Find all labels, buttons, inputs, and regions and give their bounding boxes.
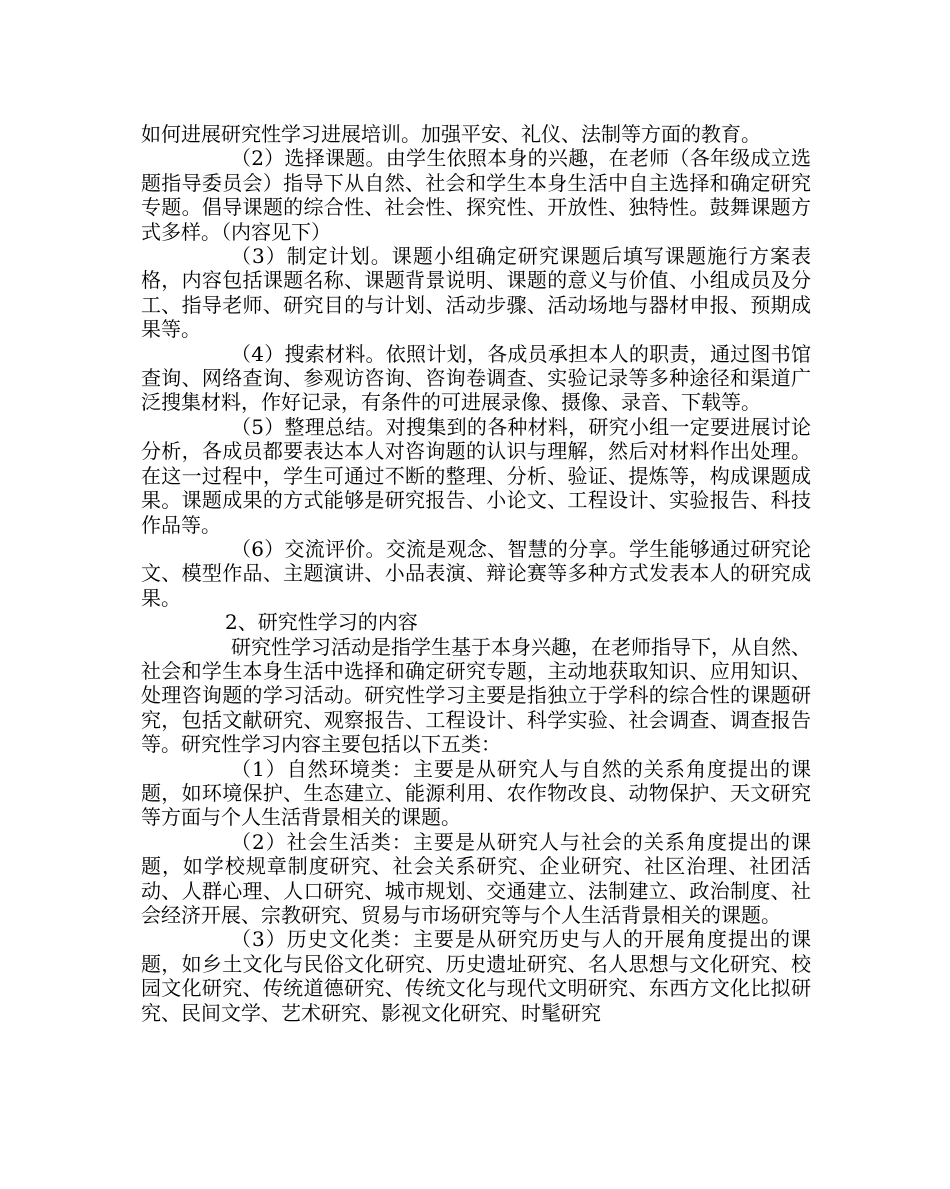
paragraph-research-definition: 研究性学习活动是指学生基于本身兴趣，在老师指导下，从自然、社会和学生本身生活中选择和确定研究专题，主动地获取知识、应用知识、处理咨询题的学习活动。研究性学习主要是指独立于学科的综合性的课题研究，包括文献研究、观察报告、工程设计、科学实验、社会调查、调查报告等。研究性学习内容主要包括以下五类：	[141, 634, 811, 757]
paragraph-category-history-culture: （3）历史文化类：主要是从研究历史与人的开展角度提出的课题，如乡土文化与民俗文化研究、历史遗址研究、名人思想与文化研究、校园文化研究、传统道德研究、传统文化与现代文明研究、东西方文化比拟研究、民间文学、艺术研究、影视文化研究、时髦研究	[141, 927, 811, 1025]
paragraph-step-2-select-topic: （2）选择课题。由学生依照本身的兴趣，在老师（各年级成立选题指导委员会）指导下从自然、社会和学生本身生活中自主选择和确定研究专题。倡导课题的综合性、社会性、探究性、开放性、独特性。鼓舞课题方式多样。（内容见下）	[141, 146, 811, 244]
paragraph-step-6-exchange: （6）交流评价。交流是观念、智慧的分享。学生能够通过研究论文、模型作品、主题演讲、小品表演、辩论赛等多种方式发表本人的研究成果。	[141, 536, 811, 610]
paragraph-category-natural-environment: （1）自然环境类：主要是从研究人与自然的关系角度提出的课题，如环境保护、生态建立、能源利用、农作物改良、动物保护、天文研究等方面与个人生活背景相关的课题。	[141, 756, 811, 830]
section-heading-research-content: 2、研究性学习的内容	[225, 610, 418, 635]
paragraph-step-3-make-plan: （3）制定计划。课题小组确定研究课题后填写课题施行方案表格，内容包括课题名称、课题背景说明、课题的意义与价值、小组成员及分工、指导老师、研究目的与计划、活动步骤、活动场地与器材申报、预期成果等。	[141, 244, 811, 342]
paragraph-step-4-collect-materials: （4）搜索材料。依照计划，各成员承担本人的职责，通过图书馆查询、网络查询、参观访咨询、咨询卷调查、实验记录等多种途径和渠道广泛搜集材料，作好记录，有条件的可进展录像、摄像、录音、下载等。	[141, 341, 811, 415]
document-page	[141, 122, 811, 1025]
paragraph-step-5-summarize: （5）整理总结。对搜集到的各种材料，研究小组一定要进展讨论分析，各成员都要表达本人对咨询题的认识与理解，然后对材料作出处理。在这一过程中，学生可通过不断的整理、分析、验证、提炼等，构成课题成果。课题成果的方式能够是研究报告、小论文、工程设计、实验报告、科技作品等。	[141, 414, 811, 537]
paragraph-category-social-life: （2）社会生活类：主要是从研究人与社会的关系角度提出的课题，如学校规章制度研究、社会关系研究、企业研究、社区治理、社团活动、人群心理、人口研究、城市规划、交通建立、法制建立、政治制度、社会经济开展、宗教研究、贸易与市场研究等与个人生活背景相关的课题。	[141, 829, 811, 927]
paragraph-intro-continuation: 如何进展研究性学习进展培训。加强平安、礼仪、法制等方面的教育。	[141, 122, 761, 146]
